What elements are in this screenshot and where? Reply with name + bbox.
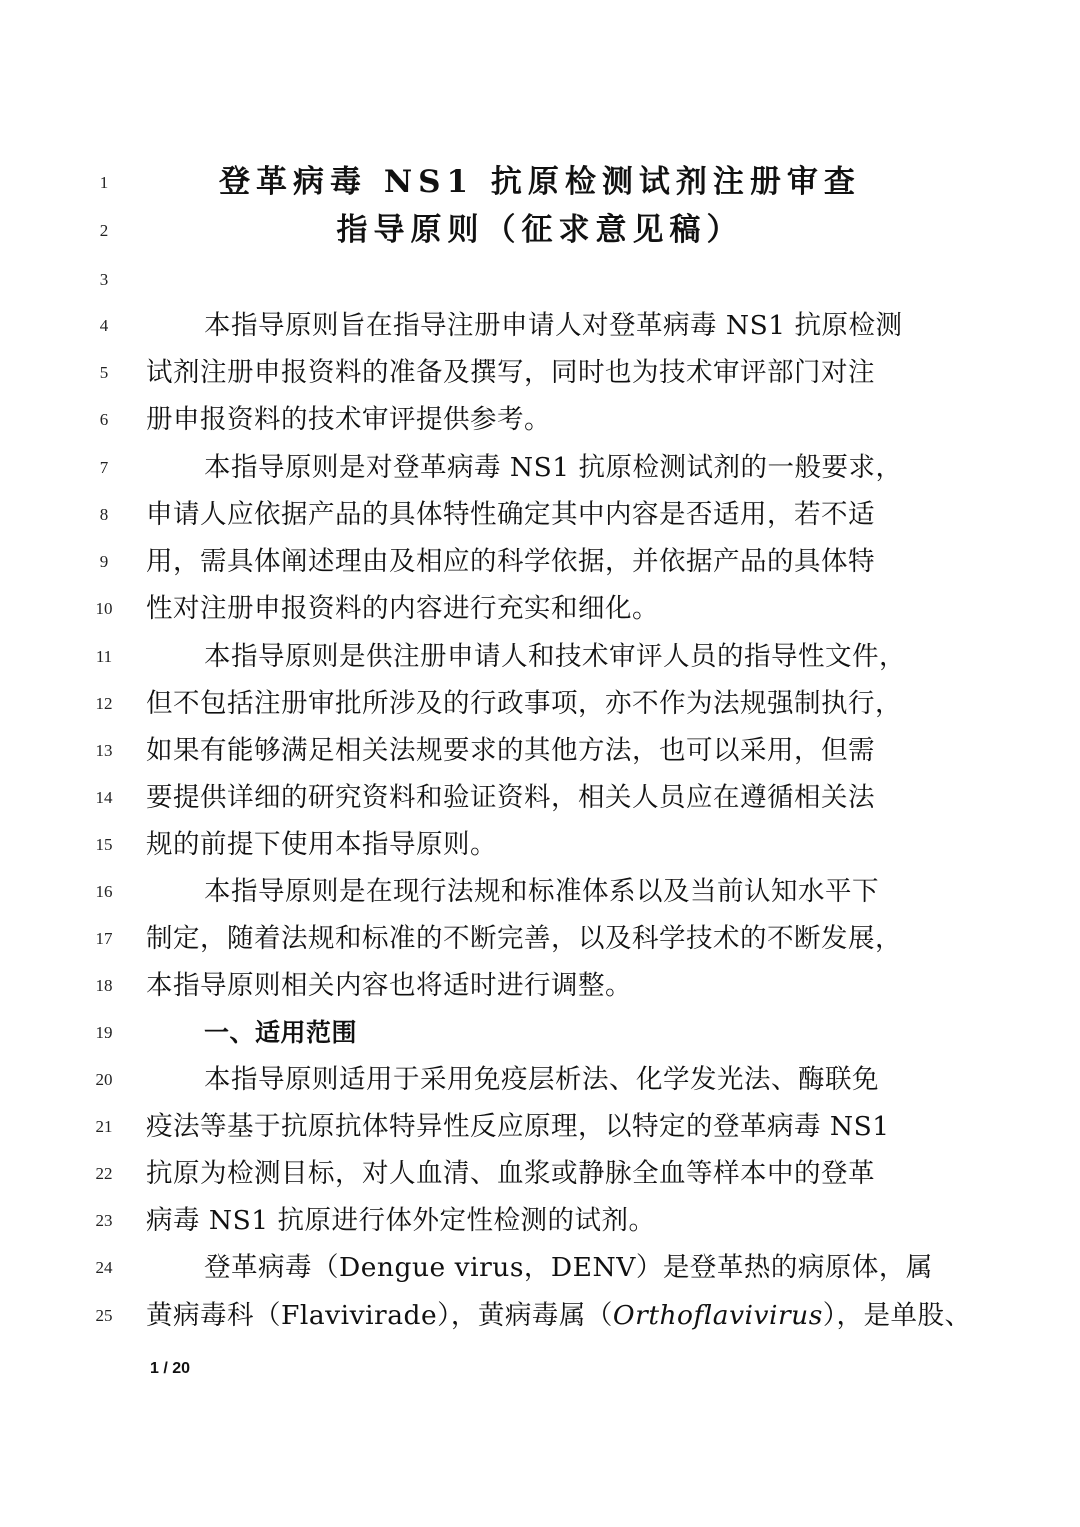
line-number: 8 (99, 505, 109, 524)
paragraph-text (146, 1292, 972, 1339)
paragraph-text: 性对注册申报资料的内容进行充实和细化。 (146, 593, 659, 624)
page-number: 1 / 20 (150, 1360, 191, 1377)
text-line (0, 915, 1080, 962)
line-number: 20 (95, 1070, 113, 1089)
line-number: 23 (95, 1211, 113, 1230)
title-row-1 (0, 159, 1080, 206)
paragraph-text: 疫法等基于抗原抗体特异性反应原理，以特定的登革病毒 NS1 (146, 1111, 890, 1142)
paragraph-text: 本指导原则是在现行法规和标准体系以及当前认知水平下 (204, 876, 879, 907)
paragraph-text: 登革病毒（Dengue virus，DENV）是登革热的病原体，属 (204, 1252, 933, 1283)
line-number: 17 (95, 929, 113, 948)
text-line (0, 444, 1080, 491)
document-title-line-2: 指导原则（征求意见稿） (336, 212, 744, 248)
paragraph-text: 规的前提下使用本指导原则。 (146, 829, 497, 860)
text-line (0, 1197, 1080, 1244)
text-line (0, 396, 1080, 443)
paragraph-text: 试剂注册申报资料的准备及撰写，同时也为技术审评部门对注 (146, 357, 875, 388)
line-number: 15 (95, 835, 113, 854)
paragraph-text: 本指导原则旨在指导注册申请人对登革病毒 NS1 抗原检测 (204, 310, 903, 341)
text-line (0, 302, 1080, 349)
paragraph-text: 抗原为检测目标，对人血清、血浆或静脉全血等样本中的登革 (146, 1158, 875, 1189)
text-line (0, 633, 1080, 680)
line-number: 22 (95, 1164, 113, 1183)
text-line (0, 868, 1080, 915)
title-row-2 (0, 207, 1080, 254)
line-number: 10 (95, 599, 113, 618)
text-segment: 黄病毒科（Flavivirade），黄病毒属（ (146, 1300, 613, 1331)
section-heading: 一、适用范围 (204, 1018, 358, 1047)
line-number: 19 (95, 1023, 113, 1042)
section-heading-row (0, 1009, 1080, 1056)
line-number: 25 (95, 1306, 113, 1325)
line-number: 11 (95, 647, 113, 666)
text-line (0, 821, 1080, 868)
line-number: 5 (99, 363, 109, 382)
text-segment: ），是单股、 (822, 1300, 972, 1331)
line-number: 13 (95, 741, 113, 760)
text-line (0, 962, 1080, 1009)
paragraph-text: 要提供详细的研究资料和验证资料，相关人员应在遵循相关法 (146, 782, 875, 813)
text-line (0, 774, 1080, 821)
line-number: 6 (99, 410, 109, 429)
paragraph-text: 本指导原则适用于采用免疫层析法、化学发光法、酶联免 (204, 1064, 879, 1095)
text-line (0, 349, 1080, 396)
document-title-line-1: 登革病毒 NS1 抗原检测试剂注册审查 (219, 164, 861, 200)
paragraph-text: 用，需具体阐述理由及相应的科学依据，并依据产品的具体特 (146, 546, 875, 577)
text-line (0, 727, 1080, 774)
text-line (0, 538, 1080, 585)
paragraph-text: 本指导原则是供注册申请人和技术审评人员的指导性文件， (204, 641, 906, 672)
text-line (0, 491, 1080, 538)
line-number: 21 (95, 1117, 113, 1136)
line-number: 12 (95, 694, 113, 713)
paragraph-text: 制定，随着法规和标准的不断完善，以及科学技术的不断发展， (146, 923, 902, 954)
line-number: 7 (99, 458, 109, 477)
line-number: 1 (99, 173, 109, 192)
paragraph-text: 病毒 NS1 抗原进行体外定性检测的试剂。 (146, 1205, 656, 1236)
text-line (0, 585, 1080, 632)
line-number: 4 (99, 316, 109, 335)
blank-row (0, 256, 1080, 303)
paragraph-text: 申请人应依据产品的具体特性确定其中内容是否适用，若不适 (146, 499, 875, 530)
italic-genus-name: Orthoflavivirus (612, 1300, 823, 1331)
paragraph-text: 但不包括注册审批所涉及的行政事项，亦不作为法规强制执行， (146, 688, 902, 719)
text-line (0, 1103, 1080, 1150)
line-number: 9 (99, 552, 109, 571)
line-number: 2 (99, 221, 109, 240)
text-line (0, 1056, 1080, 1103)
paragraph-text: 本指导原则相关内容也将适时进行调整。 (146, 970, 632, 1001)
line-number: 24 (95, 1258, 113, 1277)
paragraph-text: 如果有能够满足相关法规要求的其他方法，也可以采用，但需 (146, 735, 875, 766)
text-line (0, 680, 1080, 727)
text-line (0, 1244, 1080, 1291)
text-line (0, 1292, 1080, 1339)
line-number: 16 (95, 882, 113, 901)
line-number: 3 (99, 270, 109, 289)
paragraph-text: 册申报资料的技术审评提供参考。 (146, 404, 551, 435)
text-line (0, 1150, 1080, 1197)
paragraph-text: 本指导原则是对登革病毒 NS1 抗原检测试剂的一般要求， (204, 452, 903, 483)
line-number: 14 (95, 788, 113, 807)
line-number: 18 (95, 976, 113, 995)
